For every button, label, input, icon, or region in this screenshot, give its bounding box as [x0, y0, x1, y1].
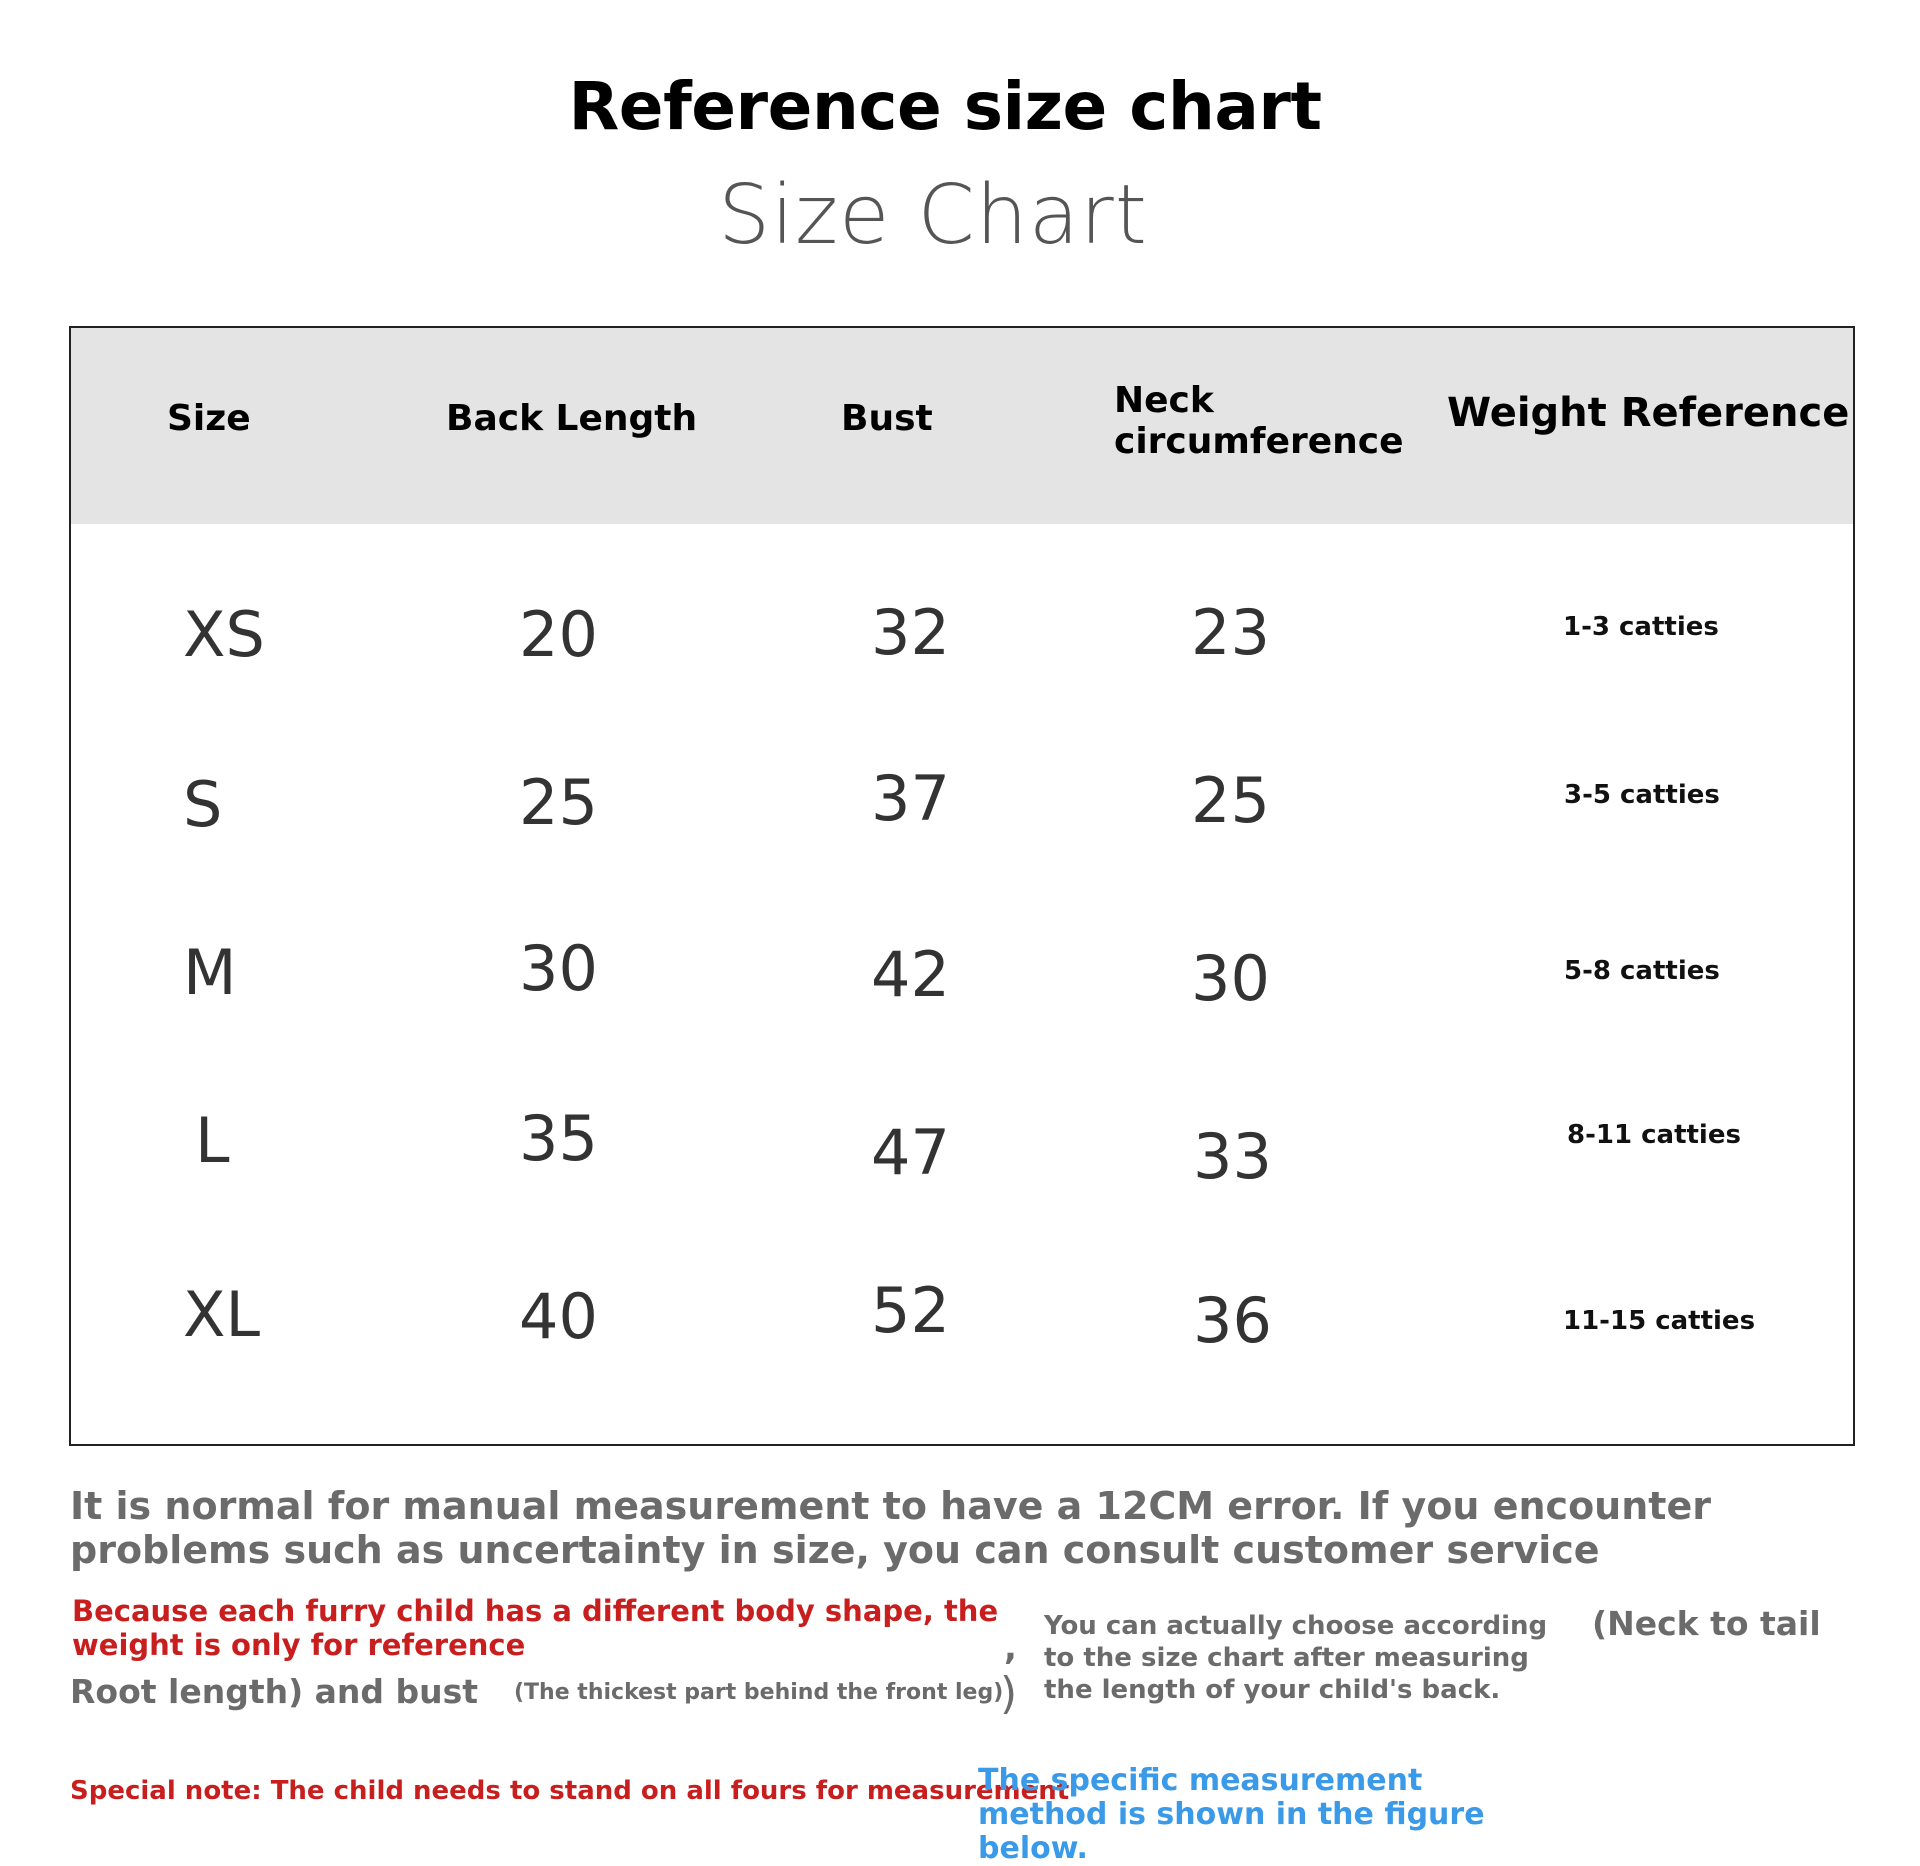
cell-size: M [183, 936, 237, 1009]
header-weight-reference: Weight Reference [1447, 390, 1850, 436]
size-table [69, 326, 1855, 1446]
header-back-length: Back Length [446, 398, 698, 439]
header-bust: Bust [841, 398, 933, 439]
cell-weight: 3-5 catties [1564, 780, 1720, 810]
cell-neck: 36 [1193, 1284, 1272, 1357]
close-paren-mark: ) [1000, 1668, 1018, 1719]
page-subtitle: Size Chart [718, 168, 1148, 263]
cell-bust: 32 [871, 596, 950, 669]
cell-size: L [195, 1104, 230, 1177]
cell-neck: 23 [1191, 596, 1270, 669]
cell-bust: 37 [871, 762, 950, 835]
error-note: It is normal for manual measurement to have a 12CM error. If you encounter problems such as uncertainty in size, you can consult customer service [70, 1484, 1711, 1572]
cell-neck: 25 [1191, 764, 1270, 837]
method-note: The specific measurement method is shown in the figure below. [978, 1763, 1485, 1866]
cell-neck: 33 [1193, 1120, 1272, 1193]
cell-neck: 30 [1191, 942, 1270, 1015]
weight-note: Because each furry child has a different body shape, the weight is only for reference [72, 1594, 999, 1662]
cell-weight: 11-15 catties [1563, 1306, 1756, 1336]
table-header [71, 328, 1853, 524]
header-neck-circumference [1114, 380, 1404, 463]
cell-back-length: 25 [519, 766, 598, 839]
page-title: Reference size chart [568, 68, 1322, 145]
header-neck-line1: Neck [1114, 380, 1214, 421]
cell-weight: 1-3 catties [1563, 612, 1719, 642]
cell-size: S [183, 768, 223, 841]
cell-back-length: 35 [519, 1102, 598, 1175]
cell-bust: 47 [871, 1116, 950, 1189]
special-note: Special note: The child needs to stand on all fours for measurement [70, 1776, 1070, 1806]
cell-size: XL [183, 1278, 261, 1351]
choose-note: You can actually choose according to the size chart after measuring the length of your child's back. [1044, 1611, 1548, 1705]
cell-weight: 5-8 catties [1564, 956, 1720, 986]
cell-back-length: 20 [519, 598, 598, 671]
cell-size: XS [183, 598, 265, 671]
cell-bust: 42 [871, 938, 950, 1011]
cell-back-length: 40 [519, 1280, 598, 1353]
comma-mark: , [1004, 1628, 1017, 1668]
header-size: Size [167, 398, 251, 439]
root-length-note: Root length) and bust [70, 1672, 479, 1711]
header-neck-line2: circumference [1114, 421, 1404, 463]
thickest-part-note: (The thickest part behind the front leg) [514, 1680, 1004, 1705]
cell-weight: 8-11 catties [1567, 1120, 1741, 1150]
cell-back-length: 30 [519, 932, 598, 1005]
neck-to-tail-note: (Neck to tail [1592, 1604, 1821, 1643]
cell-bust: 52 [871, 1274, 950, 1347]
